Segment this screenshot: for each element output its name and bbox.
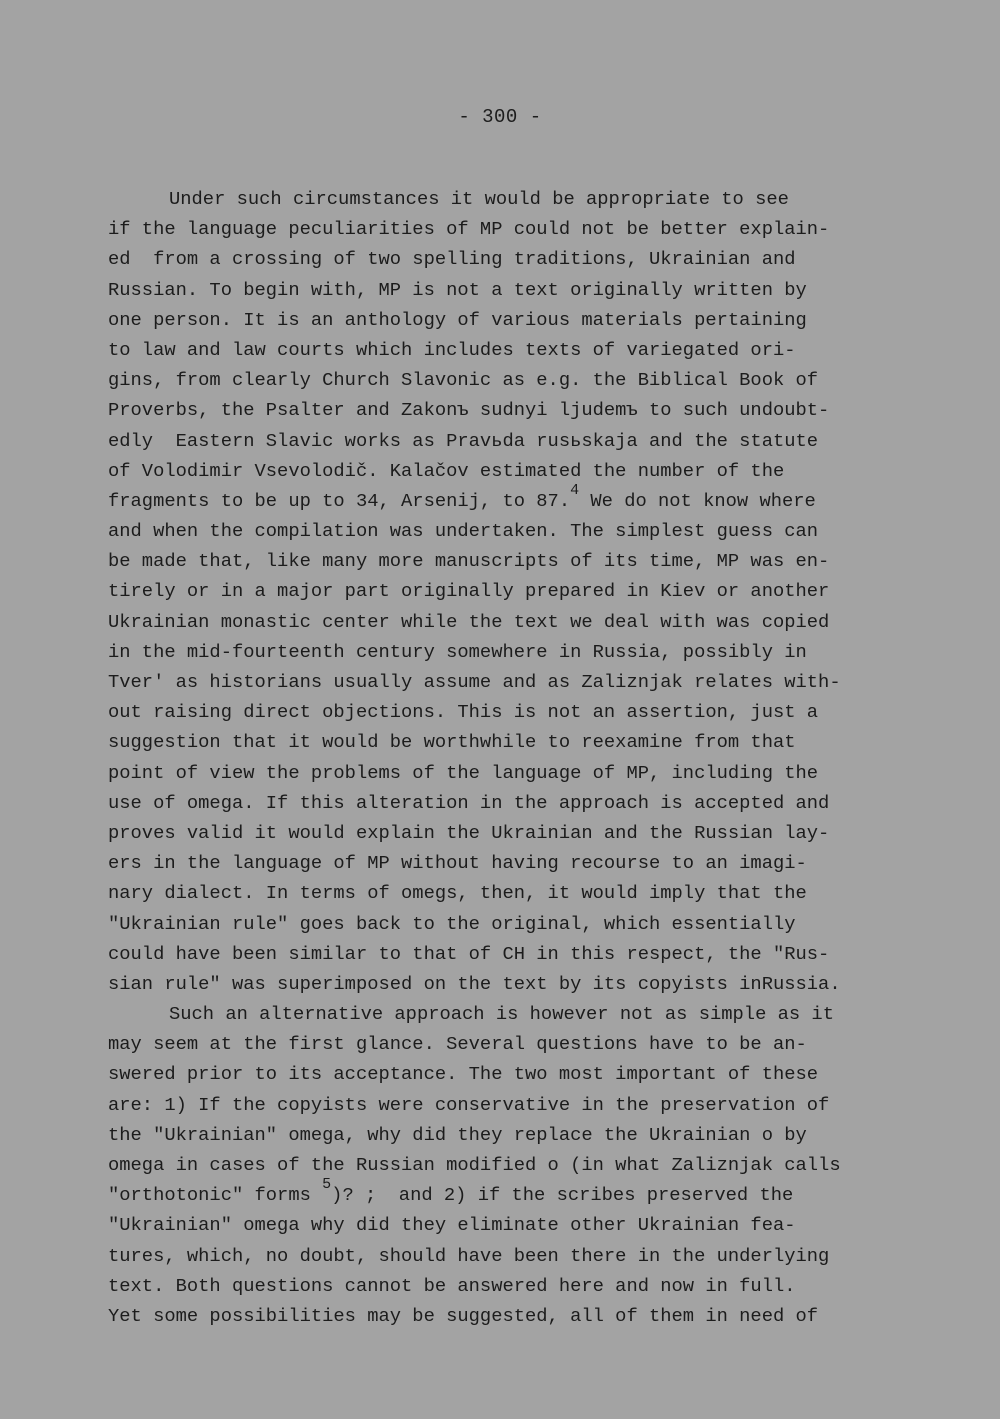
text-line (108, 878, 898, 908)
text-line (108, 1210, 898, 1240)
text-line (108, 1059, 898, 1089)
text-line-content: may seem at the first glance. Several questions have to be an- (108, 1033, 807, 1056)
text-line (108, 244, 898, 274)
text-line-content: "Ukrainian" omega why did they eliminate other Ukrainian fea- (108, 1214, 796, 1237)
text-line-content: Under such circumstances it would be appropriate to see (169, 188, 789, 210)
text-line (108, 275, 898, 305)
footnote-marker: 4 (570, 481, 580, 499)
text-line (108, 395, 898, 425)
text-line-content: Proverbs, the Psalter and Zakonъ sudnyi ljudemъ to such undoubt- (108, 399, 830, 422)
text-line (108, 1120, 898, 1150)
text-line-content: "Ukrainian rule" goes back to the original, which essentially (108, 912, 796, 935)
text-line-content: Ukrainian monastic center while the text we deal with was copied (108, 610, 830, 633)
text-line-content: if the language peculiarities of MP could not be better explain- (108, 218, 830, 241)
text-line (108, 1090, 898, 1120)
text-line (108, 637, 898, 667)
text-line-content: tures, which, no doubt, should have been there in the underlying (108, 1244, 830, 1267)
text-line-content: swered prior to its acceptance. The two most important of these (108, 1063, 819, 1086)
text-line-content: could have been similar to that of CH in this respect, the "Rus- (108, 942, 830, 965)
text-line-content: Russian. To begin with, MP is not a text originally written by (108, 278, 807, 301)
text-line-content: edly Eastern Slavic works as Pravьda rusьskaja and the statute (108, 429, 819, 452)
text-line (108, 184, 898, 214)
text-line-content: sian rule" was superimposed on the text by its copyists inRussia. (108, 972, 841, 995)
text-line-content: are: 1) If the copyists were conservative in the preservation of (108, 1093, 830, 1116)
page-number: - 300 - (458, 106, 542, 128)
text-line-content: the "Ukrainian" omega, why did they replace the Ukrainian o by (108, 1123, 807, 1146)
text-line (108, 1176, 898, 1210)
text-line-content: of Volodimir Vsevolodič. Kalačov estimated the number of the (108, 459, 785, 482)
text-line (108, 481, 898, 516)
text-line (108, 969, 898, 999)
text-line-tail: )? ; and 2) if the scribes preserved the (331, 1184, 794, 1207)
text-line (108, 1029, 898, 1059)
text-line (108, 576, 898, 606)
text-line-content: point of view the problems of the language of MP, including the (108, 761, 819, 784)
text-line (108, 426, 898, 456)
text-line (108, 516, 898, 546)
text-line (108, 1150, 898, 1180)
text-line-content: tirely or in a major part originally prepared in Kiev or another (108, 580, 830, 603)
text-line-content: Tver' as historians usually assume and as Zaliznjak relates with- (108, 671, 841, 693)
text-line (108, 1241, 898, 1271)
text-line-content: "orthotonic" forms (108, 1184, 323, 1207)
text-line-content: and when the compilation was undertaken. The simplest guess can (108, 520, 819, 543)
text-line (108, 365, 898, 395)
text-line-content: fragments to be up to 34, Arsenij, to 87. (108, 489, 571, 512)
text-line (108, 456, 898, 486)
text-line-content: one person. It is an anthology of various materials pertaining (108, 308, 807, 331)
text-line (108, 939, 898, 969)
text-line-content: proves valid it would explain the Ukrainian and the Russian lay- (108, 821, 830, 844)
text-line (108, 607, 898, 637)
text-line-content: ers in the language of MP without having recourse to an imagi- (108, 852, 807, 875)
text-line (108, 546, 898, 576)
text-line-tail: We do not know where (579, 489, 816, 512)
text-line (108, 214, 898, 244)
text-line (108, 727, 898, 757)
text-line-content: Such an alternative approach is however not as simple as it (169, 1003, 834, 1026)
text-line-content: text. Both questions cannot be answered here and now in full. (108, 1274, 796, 1297)
text-line (108, 1271, 898, 1301)
text-line-content: gins, from clearly Church Slavonic as e.g. the Biblical Book of (108, 369, 819, 392)
text-line (108, 999, 898, 1029)
text-line (108, 1301, 898, 1331)
text-line-content: nary dialect. In terms of omegs, then, it would imply that the (108, 882, 807, 905)
text-line (108, 305, 898, 335)
text-line-content: Yet some possibilities may be suggested, all of them in need of (108, 1304, 819, 1327)
text-line (108, 788, 898, 818)
text-line (108, 758, 898, 788)
text-line (108, 667, 898, 697)
text-line-content: omega in cases of the Russian modified o (in what Zaliznjak calls (108, 1154, 841, 1176)
text-line (108, 909, 898, 939)
text-line-content: be made that, like many more manuscripts of its time, MP was en- (108, 550, 830, 573)
text-line (108, 848, 898, 878)
text-line-content: to law and law courts which includes texts of variegated ori- (108, 338, 796, 361)
text-line-content: in the mid-fourteenth century somewhere in Russia, possibly in (108, 640, 807, 663)
footnote-marker: 5 (322, 1176, 332, 1194)
text-line-content: out raising direct objections. This is not an assertion, just a (108, 701, 819, 724)
text-line (108, 335, 898, 365)
body-text (108, 184, 898, 1331)
text-line-content: use of omega. If this alteration in the approach is accepted and (108, 791, 830, 814)
text-line (108, 818, 898, 848)
text-line-content: suggestion that it would be worthwhile to reexamine from that (108, 731, 796, 754)
text-line-content: ed from a crossing of two spelling traditions, Ukrainian and (108, 248, 796, 271)
text-line (108, 697, 898, 727)
